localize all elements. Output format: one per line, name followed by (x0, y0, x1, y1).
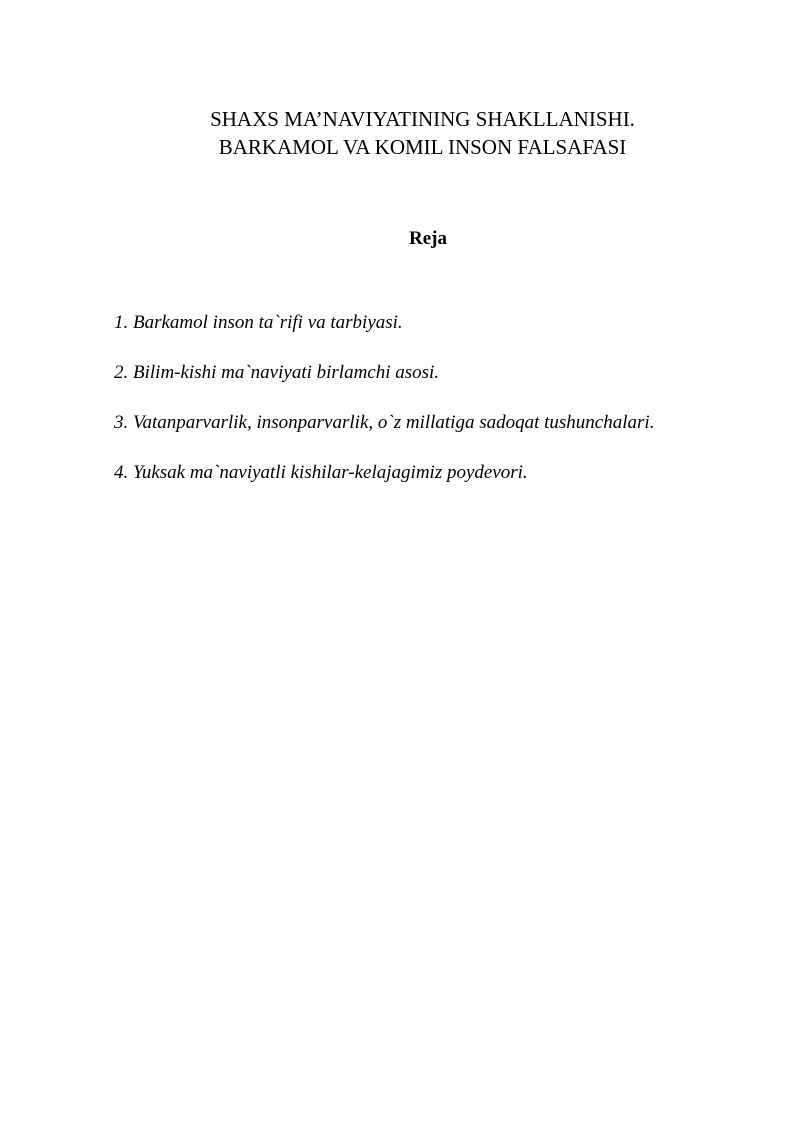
plan-item-3: 3. Vatanparvarlik, insonparvarlik, o`z millatiga sadoqat tushunchalari. (114, 412, 655, 433)
plan-list (114, 310, 654, 510)
plan-item-2: 2. Bilim-kishi ma`naviyati birlamchi asosi. (114, 362, 440, 383)
plan-item-1: 1. Barkamol inson ta`rifi va tarbiyasi. (114, 312, 403, 333)
document-title-line-2: BARKAMOL VA KOMIL INSON FALSAFASI (218, 135, 627, 159)
plan-item-4: 4. Yuksak ma`naviyatli kishilar-kelajagimiz poydevori. (114, 462, 528, 483)
document-title-line-1: SHAXS MA’NAVIYATINING SHAKLLANISHI. (210, 107, 635, 131)
plan-heading: Reja (409, 228, 447, 249)
